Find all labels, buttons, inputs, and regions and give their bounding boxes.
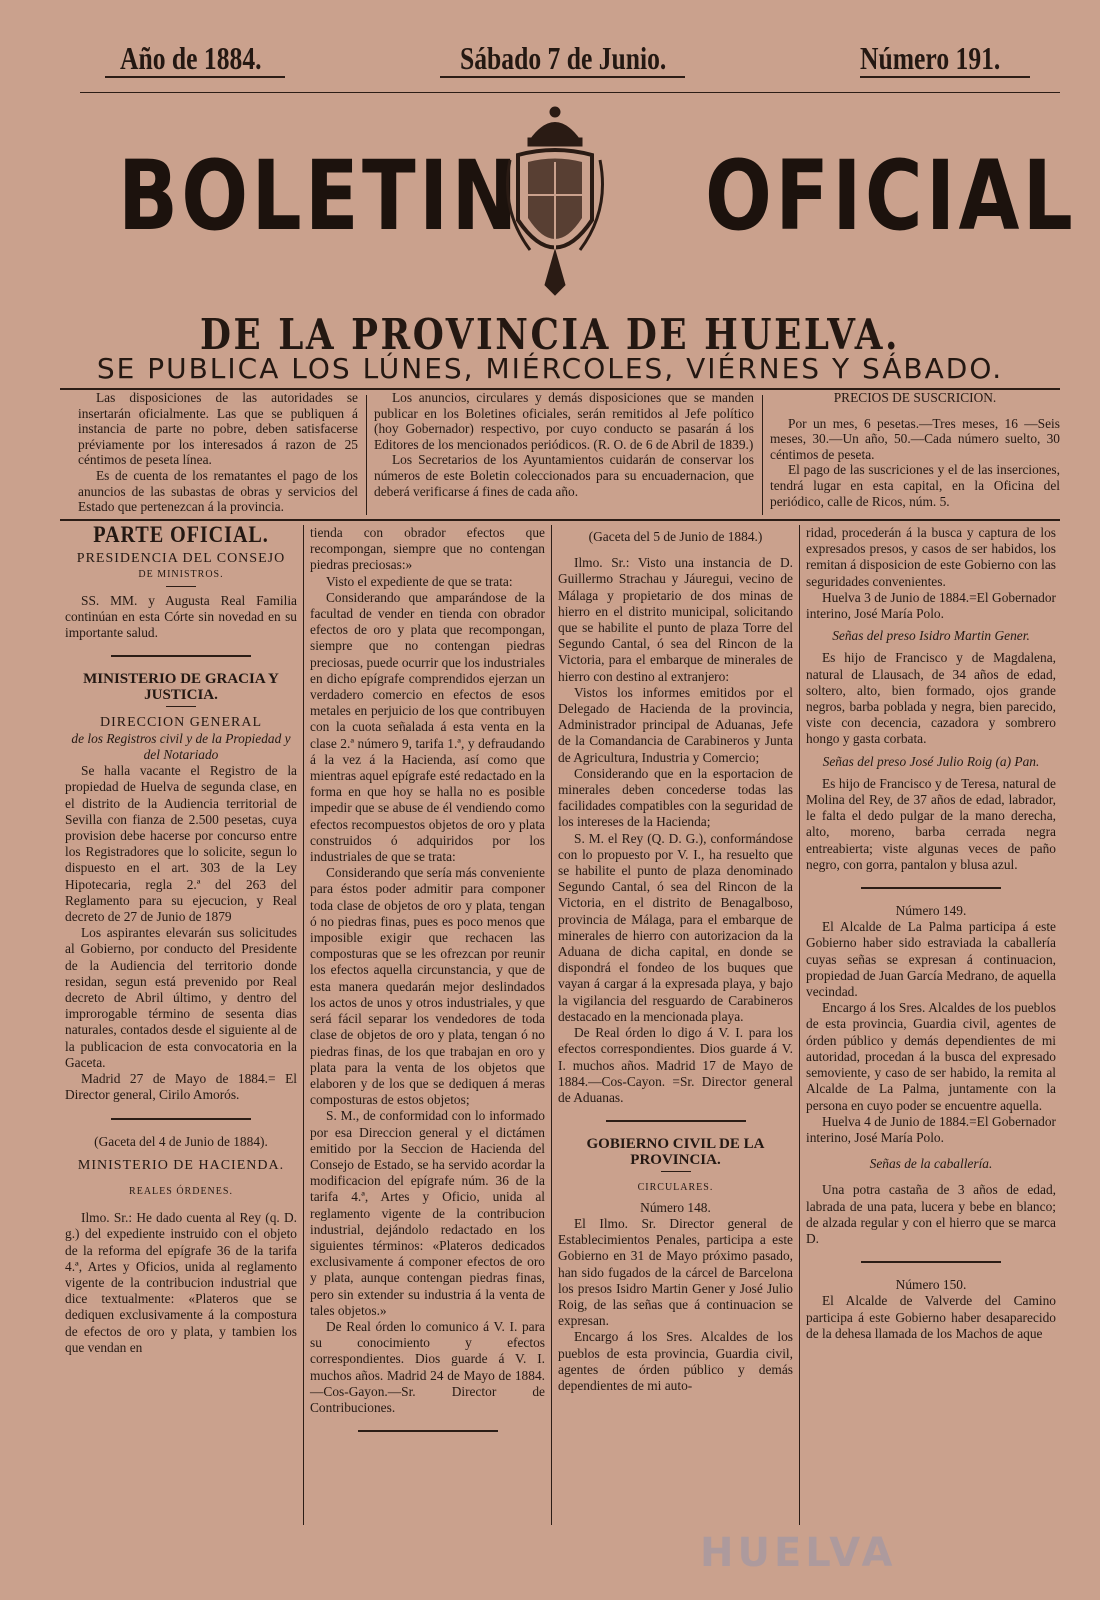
notice-number: Número 150. <box>895 1277 967 1293</box>
masthead-subtitle: DE LA PROVINCIA DE HUELVA. <box>200 310 900 359</box>
paragraph: S. M., de conformidad con lo informado por esa Direccion general y el dictámen emitido por la Seccion de Hacienda del Consejo de Estado, se ha servido acordar la modificacion del epígrafe núm. 36 de la tarifa 4.ª, Artes y Oficio, unida al reglamento vigente de la contribucion industrial, dejándolo redactado en los siguientes términos: «Plateros dedicados exclusivamente á componer efectos de oro y plata, aunque contengan piedras finas, pero sin extender su industria á la venta de tales objetos.» <box>310 1108 545 1318</box>
divider <box>111 1118 251 1120</box>
notice-number: Número 148. <box>640 1199 711 1215</box>
column-2 <box>310 525 545 1446</box>
column-1 <box>65 522 297 1356</box>
info-paragraph: Las disposiciones de las autoridades se insertarán oficialmente. Las que se publiquen á instancia de parte no pobre, deben satisfacerse préviamente por los interesados á razon de 25 céntimos de peseta línea. <box>78 390 358 468</box>
paragraph: ridad, procederán á la busca y captura de los expresados presos, y casos de ser habidos, los remitan á disposicion de este Gobierno con las seguridades convenientes. <box>806 525 1056 589</box>
paragraph: Vistos los informes emitidos por el Delegado de Hacienda de la provincia, Administrador principal de Aduanas, Jefe de la Comandancia de Carabineros y Junta de Agricultura, Industria y Comercio; <box>558 684 793 765</box>
masthead-title-right: OFICIAL <box>705 140 1077 252</box>
rule <box>860 76 1030 78</box>
paragraph: tienda con obrador efectos que recompongan, siempre que no contengan piedras preciosas:» <box>310 525 545 573</box>
divider <box>861 1261 1001 1263</box>
column-rule <box>551 525 552 1525</box>
paragraph: Es hijo de Francisco y de Magdalena, natural de Llausach, de 34 años de edad, soltero, alto, bien formado, ojos grande negros, barba poblada y negra, bien parecido, viste con decencia, cazadora y sombrero hongo y gasta corbata. <box>806 650 1056 747</box>
paragraph: Visto el expediente de que se trata: <box>326 573 513 589</box>
divider <box>861 887 1001 889</box>
section-subheading: de los Registros civil y de la Propiedad y del Notariado <box>71 730 291 763</box>
paragraph: Considerando que amparándose de la facultad de vender en tienda con obrador efectos de oro y plata que recompongan, siempre que no contengan piedras preciosas, puede ocurrir que los industriales en dicho epígrafe comprendidos ejerzan un verdadero comercio en efectos de esos metales en perjuicio de los que contribuyen con la cuota señalada á esta venta en la clase 2.ª número 9, tarifa 1.ª, y defraudando á la vez á la Hacienda, así como que mientras aquel epígrafe esté redactado en la forma en que hoy se halla no es posible impedir que se abuse de él vendiendo como efectos recompuestos objetos de oro y plata construidos ó adquiridos por los industriales de que se trata: <box>310 589 546 865</box>
rule <box>440 76 685 78</box>
paragraph: Encargo á los Sres. Alcaldes de los pueblos de esta provincia, Guardia civil, agentes de órden público y demás dependientes de mi autoridad, procedan á la busca del expresado semoviente, y caso de ser habido, la remita al Alcalde de La Palma, juntamente con la persona en cuyo poder se encuentre aquella. <box>806 1000 1056 1113</box>
section-heading: GOBIERNO CIVIL DE LA PROVINCIA. <box>586 1136 765 1169</box>
paragraph: Se halla vacante el Registro de la propiedad de Huelva de segunda clase, en el distrito de la Audiencia territorial de Sevilla con fianza de 2.500 pesetas, cuya provision debe hacerse por concurso entre los Registradores que lo solicite, segun lo dispuesto en el art. 303 de la Ley Hipotecaria, regla 2.ª del 263 del Reglamento para su ejecucion, y Real decreto de 27 de Junio de 1879 <box>65 763 297 925</box>
gaceta-reference: (Gaceta del 4 de Junio de 1884). <box>94 1133 268 1149</box>
paragraph: Ilmo. Sr.: He dado cuenta al Rey (q. D. g.) del expediente instruido con el objeto de la reforma del epígrafe 36 de la tarifa 4.ª, Artes y Oficios, unida al reglamento vigente de la contribucion industrial que dice textualmente: «Plateros que se dediquen exclusivamente á la compostura de efectos de oro y plata, y tambien los que vendan en <box>65 1210 297 1355</box>
coat-of-arms-icon <box>500 100 610 300</box>
watermark-logo: HUELVA <box>700 1530 897 1576</box>
paragraph: De Real órden lo comunico á V. I. para su conocimiento y efectos correspondientes. Dios guarde á V. I. muchos años. Madrid 24 de Mayo de 1884.—Cos-Gayon.—Sr. Director de Contribuciones. <box>310 1318 545 1415</box>
issue-number: Número 191. <box>860 40 1001 76</box>
prices-title: PRECIOS DE SUSCRICION. <box>833 390 997 405</box>
masthead-title-left: BOLETIN <box>118 140 521 252</box>
info-paragraph: Por un mes, 6 pesetas.—Tres meses, 16 —Seis meses, 30.—Un año, 50.—Cada número suelto, 30 céntimos de peseta. <box>770 415 1060 462</box>
info-paragraph: El pago de las suscriciones y el de las inserciones, tendrá lugar en esta capital, en la Oficina del periódico, calle de Ricos, núm. 5. <box>770 462 1060 509</box>
gaceta-reference: (Gaceta del 5 de Junio de 1884.) <box>588 529 763 544</box>
paragraph: Los aspirantes elevarán sus solicitudes al Gobierno, por conducto del Presidente de la Audiencia del territorio donde residan, segun está prevenido por Real decreto de Abril último, y dentro del improrogable término de sesenta dias naturales, contados desde el siguiente al de la publicacion de esta convocatoria en la Gaceta. <box>65 925 297 1070</box>
paragraph: Huelva 3 de Junio de 1884.=El Gobernador interino, José María Polo. <box>806 589 1056 622</box>
section-heading: MINISTERIO DE GRACIA Y JUSTICIA. <box>83 671 279 704</box>
section-heading: MINISTERIO DE HACIENDA. <box>77 1157 285 1173</box>
divider <box>166 706 196 707</box>
rule <box>105 76 285 78</box>
divider <box>606 1120 746 1122</box>
description-heading: Señas del preso Isidro Martin Gener. <box>832 628 1030 644</box>
paragraph: Considerando que sería más conveniente para éstos poder admitir para componer toda clase de objetos de oro y plata, tengan ó no piedras finas, pues es poco menos que imposible exigir que rechacen las composturas que se les ofrezcan por reunir los efectos aquella circunstancia, y que de esta manera quedarán mejor deslindados los actos de unos y otros industriales, y que será fácil separar los vendedores de toda clase de objetos de oro y plata, tengan ó no piedras finas, de los que trabajan en oro y plata para la venta de los objetos que elaboren y de los que se dediquen á meras composturas de estos objetos; <box>310 865 545 1108</box>
paragraph: De Real órden lo digo á V. I. para los efectos correspondientes. Dios guarde á V. I. muchos años. Madrid 17 de Mayo de 1884.—Cos-Cayon. =Sr. Director general de Aduanas. <box>558 1025 793 1105</box>
section-heading: PRESIDENCIA DEL CONSEJO <box>76 551 286 567</box>
info-left <box>78 390 358 515</box>
rule <box>60 519 1060 521</box>
column-rule <box>366 395 367 515</box>
paragraph: Es hijo de Francisco y de Teresa, natural de Molina del Rey, de 37 años de edad, labrador, le falta el dedo pulgar de la mano derecha, alto, moreno, barba cerrada negra entreabierta; viste algunas veces de paño negro, con gorra, pantalon y blusa azul. <box>806 775 1056 872</box>
section-subheading: REALES ÓRDENES. <box>129 1185 233 1197</box>
description-heading: Señas del preso José Julio Roig (a) Pan. <box>822 753 1040 769</box>
column-rule <box>799 525 800 1525</box>
divider <box>358 1430 498 1432</box>
paragraph: S. M. el Rey (Q. D. G.), conformándose con lo propuesto por V. I., ha resuelto que se habilite el punto de plaza denominado Segundo Cantal, ó sea del Rincon de la Victoria, en el distrito de Benagalboso, provincia de Málaga, para el embarque de minerales de hierro con autorizacion da la Aduana de dicha capital, en donde se dispondrá el fondeo de los buques que vayan á cargar á la expresada playa, y bajo la vigilancia del resguardo de Carabineros destacado en la mencionada playa. <box>558 830 793 1024</box>
info-paragraph: Los anuncios, circulares y demás disposiciones que se manden publicar en los Boletines oficiales, serán remitidos al Jefe político (hoy Gobernador) respectivo, por cuyo conducto se pasarán á los Editores de los mencionados periódicos. (R. O. de 6 de Abril de 1839.) <box>374 390 754 452</box>
year-label: Año de 1884. <box>120 40 262 76</box>
paragraph: Madrid 27 de Mayo de 1884.= El Director general, Cirilo Amorós. <box>65 1071 297 1103</box>
section-subheading: CIRCULARES. <box>637 1181 714 1193</box>
column-rule <box>762 395 763 515</box>
section-heading: DIRECCION GENERAL <box>99 714 263 730</box>
paragraph: Considerando que en la esportacion de minerales deben concederse todas las facilidades compatibles con la seguridad de los intereses de la Hacienda; <box>558 765 793 830</box>
paragraph: El Alcalde de Valverde del Camino participa á este Gobierno haber desaparecido de la dehesa llamada de los Machos de aque <box>806 1293 1056 1341</box>
paragraph: SS. MM. y Augusta Real Familia continúan en esta Córte sin novedad en su importante salud. <box>65 592 297 641</box>
column-rule <box>303 525 304 1525</box>
paragraph: El Alcalde de La Palma participa á este Gobierno haber sido estraviada la caballería cuyas señas se expresan á continuacion, propiedad de Juan García Medrano, de aquella vecindad. <box>806 919 1056 1000</box>
date-line <box>80 40 1040 90</box>
divider <box>166 586 196 587</box>
publication-days: SE PUBLICA LOS LÚNES, MIÉRCOLES, VIÉRNES Y SÁBADO. <box>96 352 1004 385</box>
paragraph: Huelva 4 de Junio de 1884.=El Gobernador interino, José María Polo. <box>806 1113 1056 1145</box>
divider <box>661 1171 691 1172</box>
rule <box>80 92 1060 93</box>
info-paragraph: Es de cuenta de los rematantes el pago de los anuncios de las subastas de obras y servicios del Estado que pertenezcan á la provincia. <box>78 467 358 515</box>
column-3 <box>558 525 793 1394</box>
column-4 <box>806 525 1056 1342</box>
paragraph: El Ilmo. Sr. Director general de Establecimientos Penales, participa a este Gobierno en 31 de Mayo próximo pasado, han sido fugados de la cárcel de Barcelona los presos Isidro Martin Gener y José Julio Roig, de las señas que á continuacion se expresan. <box>558 1215 793 1329</box>
notice-number: Número 149. <box>895 903 967 919</box>
info-right <box>770 390 1060 509</box>
paragraph: Una potra castaña de 3 años de edad, labrada de una pata, lucera y bebe en blanco; de alzada regular y con el hierro que se marca D. <box>806 1182 1056 1246</box>
parte-oficial-heading: PARTE OFICIAL. <box>93 522 269 547</box>
paragraph: Encargo á los Sres. Alcaldes de los pueblos de esta provincia, Guardia civil, agentes de órden público y demás dependientes de mi auto- <box>558 1329 793 1393</box>
description-heading: Señas de la caballería. <box>869 1156 993 1172</box>
info-paragraph: Los Secretarios de los Ayuntamientos cuidarán de conservar los números de este Boletin coleccionados para su encuadernacion, que deberá verificarse á fines de cada año. <box>374 452 754 499</box>
paragraph: Ilmo. Sr.: Visto una instancia de D. Guillermo Strachau y Jáuregui, vecino de Málaga y propietario de dos minas de hierro en el distrito municipal, solicitando que se habilite el punto de plaza Torre del Segundo Cantal, ó sea del Rincon de la Victoria, para el embarque de minerales de hierro con destino al extranjero: <box>558 555 793 684</box>
section-subheading: DE MINISTROS. <box>138 569 224 581</box>
divider <box>111 655 251 657</box>
info-middle <box>374 390 754 499</box>
date-label: Sábado 7 de Junio. <box>460 40 667 76</box>
